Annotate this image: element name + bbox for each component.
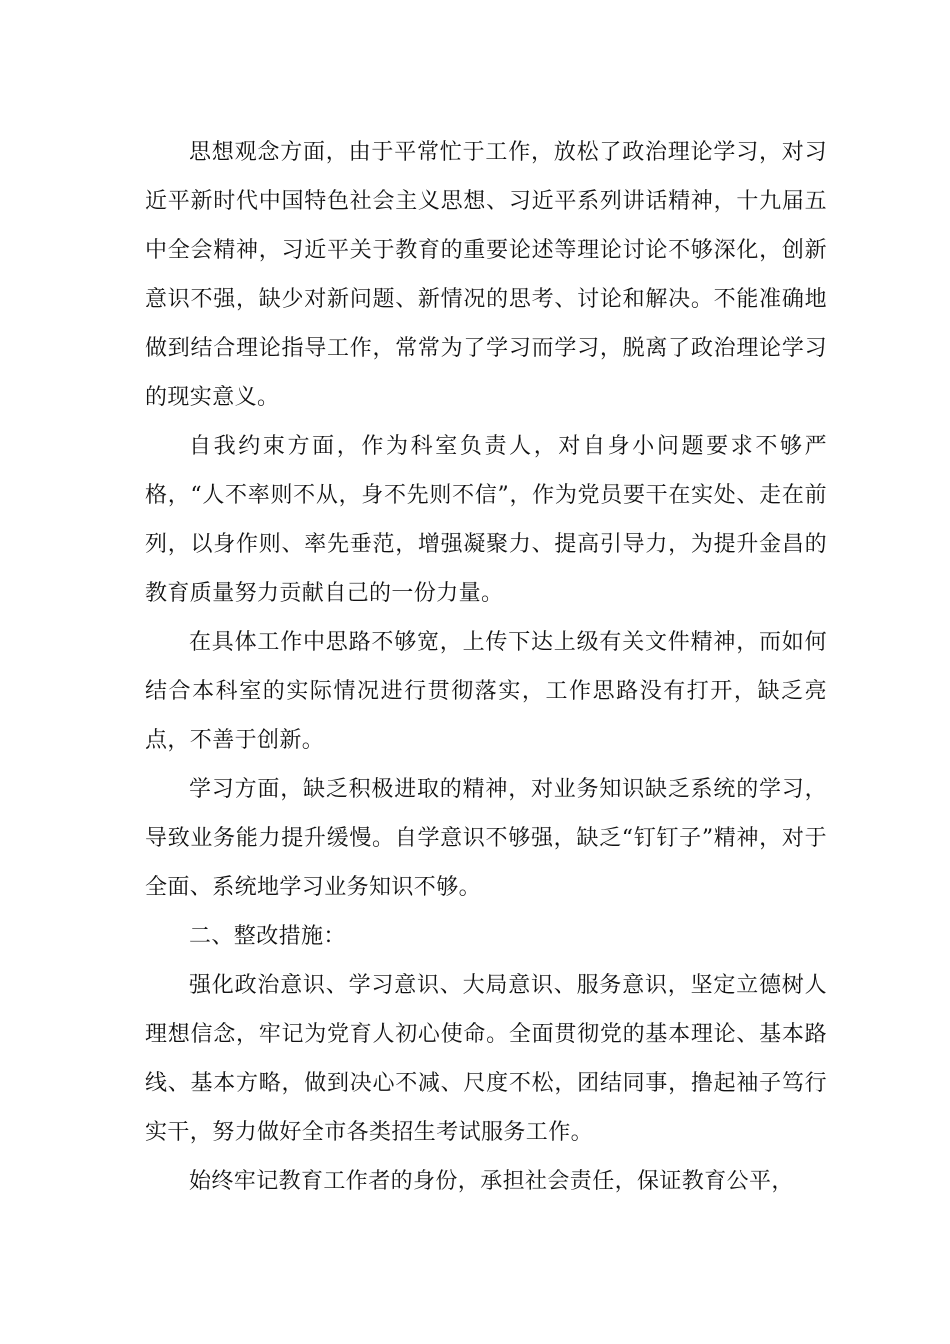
paragraph-self-discipline: 自我约束方面，作为科室负责人，对自身小问题要求不够严格，“人不率则不从，身不先则不信”，作为党员要干在实处、走在前列，以身作则、率先垂范，增强凝聚力、提高引导力，为提升金昌的教育质量努力贡献自己的一份力量。: [145, 434, 827, 606]
paragraph-work-approach: 在具体工作中思路不够宽，上传下达上级有关文件精神，而如何结合本科室的实际情况进行贯彻落实，工作思路没有打开，缺乏亮点，不善于创新。: [145, 630, 827, 753]
paragraph-strengthen-awareness: 强化政治意识、学习意识、大局意识、服务意识，坚定立德树人理想信念，牢记为党育人初心使命。全面贯彻党的基本理论、基本路线、基本方略，做到决心不减、尺度不松，团结同事，撸起袖子笃行实干，努力做好全市各类招生考试服务工作。: [145, 973, 827, 1145]
document-page: [145, 128, 827, 1206]
paragraph-ideology: 思想观念方面，由于平常忙于工作，放松了政治理论学习，对习近平新时代中国特色社会主义思想、习近平系列讲话精神，十九届五中全会精神，习近平关于教育的重要论述等理论讨论不够深化，创新意识不强，缺少对新问题、新情况的思考、讨论和解决。不能准确地做到结合理论指导工作，常常为了学习而学习，脱离了政治理论学习的现实意义。: [145, 140, 827, 410]
paragraph-educator-identity: 始终牢记教育工作者的身份，承担社会责任，保证教育公平，: [189, 1169, 794, 1194]
section-heading-rectification: 二、整改措施：: [189, 924, 346, 949]
paragraph-study: 学习方面，缺乏积极进取的精神，对业务知识缺乏系统的学习，导致业务能力提升缓慢。自学意识不够强，缺乏“钉钉子”精神，对于全面、系统地学习业务知识不够。: [145, 777, 827, 900]
